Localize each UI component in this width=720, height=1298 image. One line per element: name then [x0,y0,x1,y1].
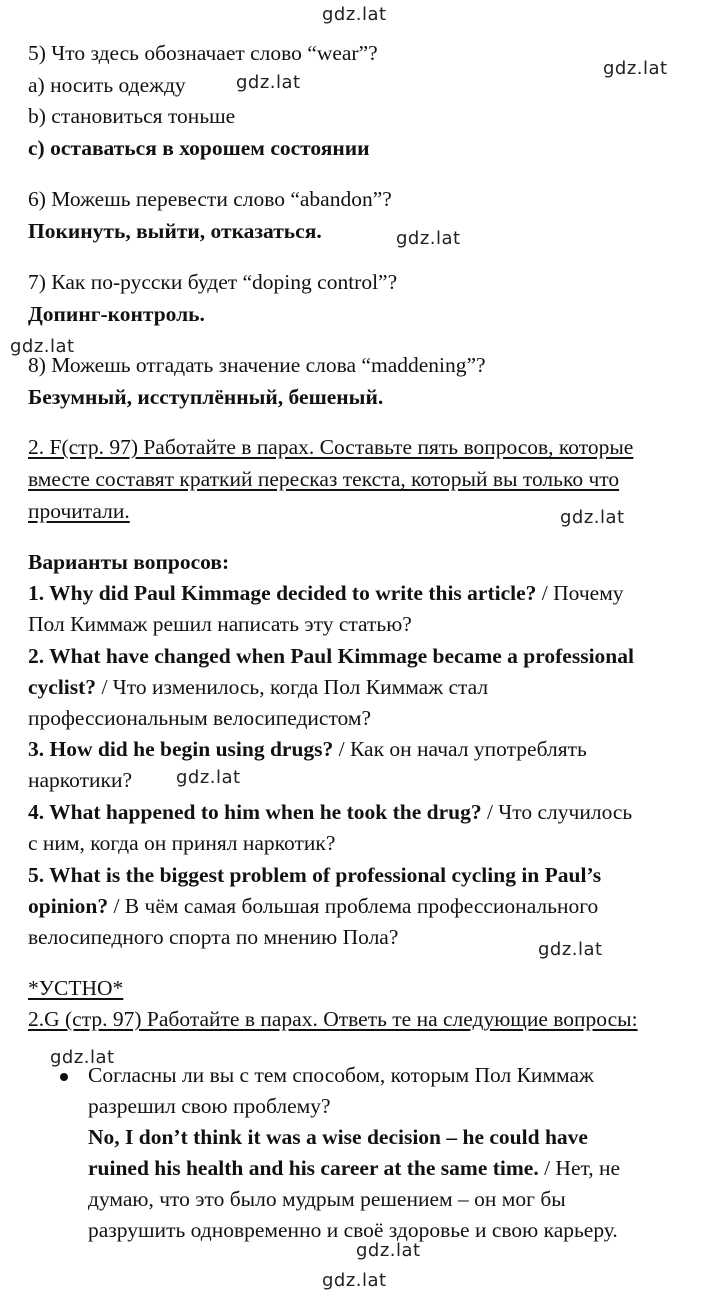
watermark: gdz.lat [538,939,603,960]
bullet-answer-ru-end: разрушить одновременно и своё здоровье и свою карьеру. [88,1218,618,1242]
task-2g: 2.G (стр. 97) Работайте в парах. Ответь те на следующие вопросы: [28,1007,638,1031]
variant-4-ru: / Что случилось [481,800,633,824]
watermark: gdz.lat [356,1240,421,1261]
variant-1-ru: / Почему [536,581,624,605]
watermark: gdz.lat [560,507,625,528]
watermark: gdz.lat [10,336,75,357]
watermark: gdz.lat [236,72,301,93]
option-a: a) носить одежду [28,73,186,97]
question-7: 7) Как по-русски будет “doping control”? [28,270,398,294]
answer-7: Допинг-контроль. [28,302,205,326]
variant-5-en-cont: opinion? [28,894,109,918]
variant-3 [28,734,587,764]
variant-3-cont: наркотики? [28,768,133,792]
task-2f-line: прочитали. [28,499,130,523]
variant-4-en: 4. What happened to him when he took the drug? [28,800,482,824]
variant-4-cont: с ним, когда он принял наркотик? [28,831,336,855]
variant-2-ru: / Что изменилось, когда Пол Киммаж стал [96,675,489,699]
variant-3-en: 3. How did he begin using drugs? [28,737,334,761]
variant-5 [28,891,598,921]
bullet-icon [60,1073,68,1081]
variant-5-cont: велосипедного спорта по мнению Пола? [28,925,399,949]
variants-heading: Варианты вопросов: [28,550,230,574]
bullet-question: Согласны ли вы с тем способом, которым Пол Киммаж [88,1063,594,1087]
variant-5-en: 5. What is the biggest problem of professional cycling in Paul’s [28,863,602,887]
variant-5-ru: / В чём самая большая проблема профессионального [108,894,599,918]
variant-1-cont: Пол Киммаж решил написать эту статью? [28,612,412,636]
watermark: gdz.lat [322,1270,387,1291]
answer-6: Покинуть, выйти, отказаться. [28,219,322,243]
bullet-answer-ru-cont: думаю, что это было мудрым решением – он мог бы [88,1187,566,1211]
question-5: 5) Что здесь обозначает слово “wear”? [28,41,378,65]
bullet-answer [88,1153,620,1183]
question-8: 8) Можешь отгадать значение слова “maddening”? [28,353,486,377]
variant-2 [28,672,488,702]
watermark: gdz.lat [176,767,241,788]
watermark: gdz.lat [322,4,387,25]
answer-8: Безумный, исступлённый, бешеный. [28,385,384,409]
oral-label: *УСТНО* [28,976,124,1000]
variant-1 [28,578,624,608]
variant-3-ru: / Как он начал употреблять [333,737,587,761]
variant-1-en: 1. Why did Paul Kimmage decided to write this article? [28,581,537,605]
task-2f-line: вместе составят краткий пересказ текста, который вы только что [28,467,620,491]
bullet-answer-ru: / Нет, не [538,1156,621,1180]
option-b: b) становиться тоньше [28,104,236,128]
watermark: gdz.lat [396,228,461,249]
variant-2-cont: профессиональным велосипедистом? [28,706,372,730]
watermark: gdz.lat [603,58,668,79]
question-6: 6) Можешь перевести слово “abandon”? [28,187,392,211]
bullet-answer-en-cont: ruined his health and his career at the same time. [88,1156,539,1180]
bullet-question-cont: разрешил свою проблему? [88,1094,331,1118]
task-2f-line: 2. F(стр. 97) Работайте в парах. Составьте пять вопросов, которые [28,435,634,459]
bullet-answer-en: No, I don’t think it was a wise decision – he could have [88,1125,588,1149]
variant-2-en: 2. What have changed when Paul Kimmage became a professional [28,644,634,668]
variant-4 [28,797,632,827]
option-c-answer: c) оставаться в хорошем состоянии [28,136,370,160]
variant-2-en-cont: cyclist? [28,675,97,699]
watermark: gdz.lat [50,1047,115,1068]
